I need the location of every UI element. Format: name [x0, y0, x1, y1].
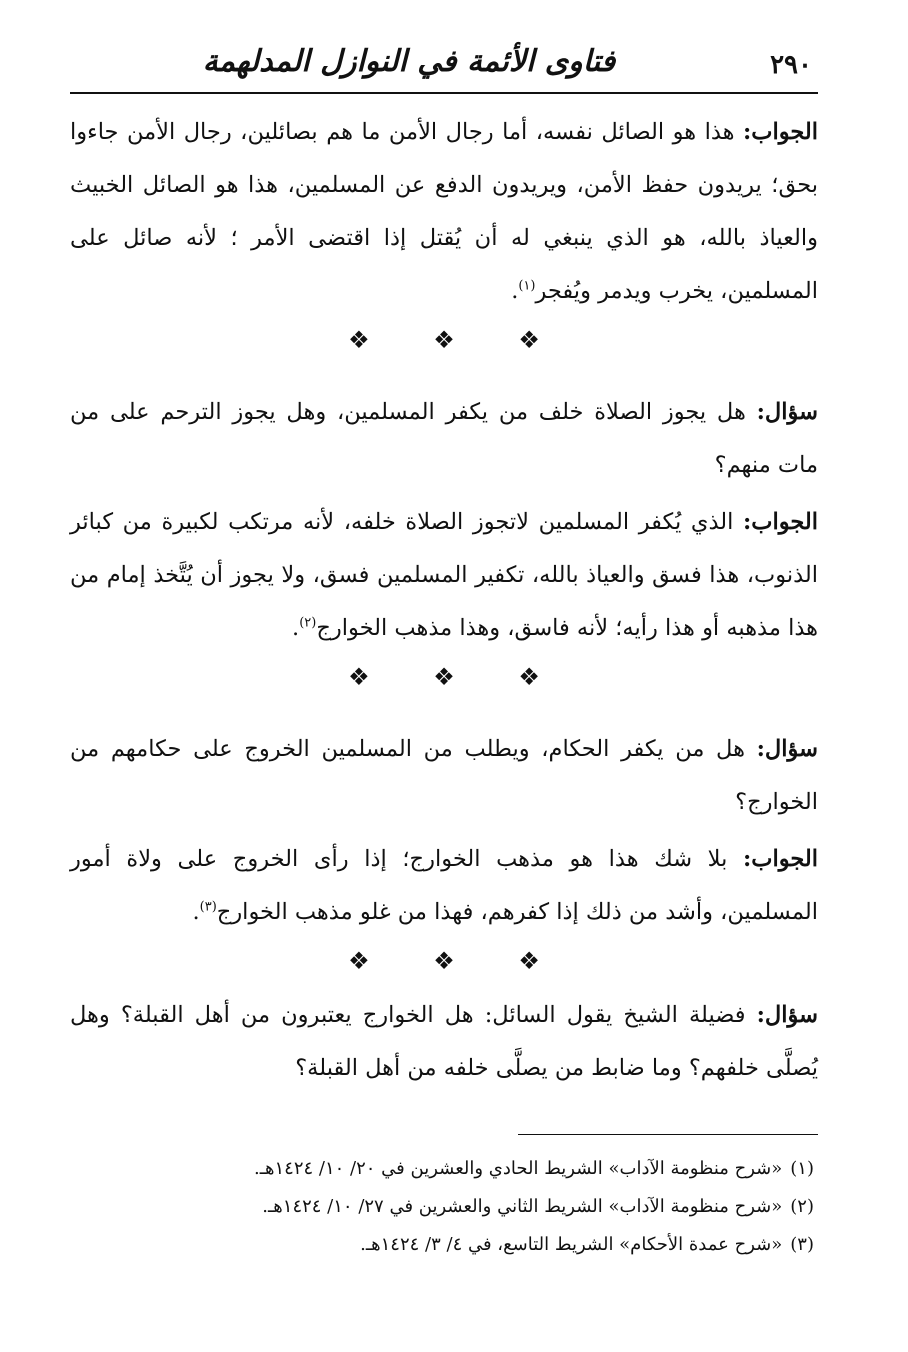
answer-label: الجواب:: [743, 119, 818, 145]
answer-text: هذا هو الصائل نفسه، أما رجال الأمن ما هم بصائلين، رجال الأمن جاءوا بحق؛ يريدون حفظ الأمن، ويريدون الدفع عن المسلمين، هذا هو الصائل الخبيث والعياذ بالله، هو الذي ينبغي له أن يُقتل إذا اقتضى الأمر ؛ لأنه صائل على المسلمين، يخرب ويدمر ويُفجر: [70, 119, 818, 304]
question-label: سؤال:: [756, 399, 818, 425]
answer-paragraph: [70, 106, 818, 318]
footnote-item: [70, 1226, 818, 1264]
footnote-ref[interactable]: (١): [518, 278, 536, 294]
footnote-separator: [518, 1134, 818, 1135]
question-label: سؤال:: [756, 1002, 818, 1028]
question-text: هل يجوز الصلاة خلف من يكفر المسلمين، وهل يجوز الترحم على من مات منهم؟: [70, 399, 818, 478]
footnote-item: [70, 1150, 818, 1188]
question-text: هل من يكفر الحكام، ويطلب من المسلمين الخروج على حكامهم من الخوارج؟: [70, 736, 818, 815]
footnote-number: (٣): [790, 1234, 814, 1255]
answer-paragraph: [70, 833, 818, 939]
question-paragraph: [70, 723, 818, 829]
sentence-end: .: [511, 278, 519, 304]
section-divider: ❖ ❖ ❖: [348, 663, 568, 691]
footnote-text: «شرح منظومة الآداب» الشريط الحادي والعشرين في ٢٠/ ١٠/ ١٤٢٤هـ.: [254, 1158, 783, 1179]
footnote-ref[interactable]: (٣): [199, 899, 217, 915]
question-text: فضيلة الشيخ يقول السائل: هل الخوارج يعتبرون من أهل القبلة؟ وهل يُصلَّى خلفهم؟ وما ضابط من يصلَّى خلفه من أهل القبلة؟: [70, 1002, 818, 1081]
sentence-end: .: [292, 615, 300, 641]
answer-label: الجواب:: [743, 846, 818, 872]
running-title: فتاوى الأئمة في النوازل المدلهمة: [202, 44, 616, 79]
page-header: [70, 38, 818, 94]
footnote-item: [70, 1188, 818, 1226]
sentence-end: .: [192, 899, 200, 925]
answer-text: بلا شك هذا هو مذهب الخوارج؛ إذا رأى الخروج على ولاة أمور المسلمين، وأشد من ذلك إذا كفرهم، فهذا من غلو مذهب الخوارج: [70, 846, 818, 925]
footnote-ref[interactable]: (٢): [299, 615, 317, 631]
question-paragraph: [70, 989, 818, 1095]
question-label: سؤال:: [756, 736, 818, 762]
question-paragraph: [70, 386, 818, 492]
answer-label: الجواب:: [743, 509, 818, 535]
section-divider: ❖ ❖ ❖: [348, 947, 568, 975]
answer-text: الذي يُكفر المسلمين لاتجوز الصلاة خلفه، لأنه مرتكب لكبيرة من كبائر الذنوب، هذا فسق والعياذ بالله، تكفير المسلمين فسق، ولا يجوز أن يُتَّخذ إمام من هذا مذهبه أو هذا رأيه؛ لأنه فاسق، وهذا مذهب الخوارج: [70, 509, 818, 641]
page-number: ٢٩٠: [770, 50, 812, 80]
footnote-text: «شرح منظومة الآداب» الشريط الثاني والعشرين في ٢٧/ ١٠/ ١٤٢٤هـ.: [262, 1196, 783, 1217]
footnote-text: «شرح عمدة الأحكام» الشريط التاسع، في ٤/ ٣/ ١٤٢٤هـ.: [360, 1234, 783, 1255]
footnotes: [70, 1150, 818, 1264]
book-page: [70, 38, 818, 1328]
page-body: [70, 106, 818, 1095]
answer-paragraph: [70, 496, 818, 655]
footnote-number: (١): [790, 1158, 814, 1179]
footnote-number: (٢): [790, 1196, 814, 1217]
section-divider: ❖ ❖ ❖: [348, 326, 568, 354]
